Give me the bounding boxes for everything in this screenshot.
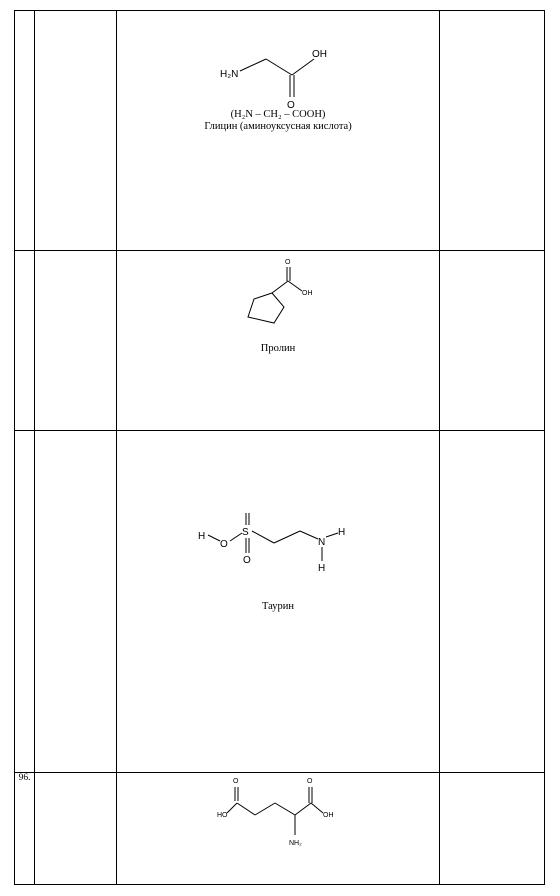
- atom-label: O: [307, 778, 313, 785]
- bond: [311, 803, 323, 813]
- table-row-glycine: [15, 11, 545, 251]
- glycine-structure: [198, 11, 358, 109]
- table-row-taurine: [15, 431, 545, 773]
- atom-label: OH: [302, 290, 313, 297]
- effect-cell-glycine: [440, 11, 545, 251]
- effect-cell-taurine: [440, 431, 545, 773]
- bond: [300, 531, 318, 539]
- taurine-structure: [178, 511, 378, 601]
- atom-label: O: [243, 555, 251, 566]
- effect-cell-glutamic-acid: [440, 773, 545, 885]
- atom-label: NH₂: [289, 840, 302, 847]
- bond: [275, 803, 295, 815]
- bond: [292, 59, 314, 75]
- number-cell: [15, 251, 35, 431]
- bond: [255, 803, 275, 815]
- structure-cell-glutamic-acid: [117, 773, 440, 885]
- effect-cell-proline: [440, 251, 545, 431]
- bond: [288, 281, 302, 291]
- atom-label: H₂N: [220, 69, 239, 80]
- bond: [266, 59, 292, 75]
- number-cell: [15, 11, 35, 251]
- atom-label: H: [338, 527, 346, 538]
- atom-label: OH: [312, 49, 327, 60]
- atom-label: H: [198, 531, 206, 542]
- pyrrolidine-ring: [248, 293, 284, 323]
- atom-label: S: [242, 527, 249, 538]
- bond: [237, 803, 255, 815]
- atom-label: OH: [323, 812, 334, 819]
- atom-label: N: [318, 537, 326, 548]
- bond: [240, 59, 266, 71]
- category-cell: [35, 773, 117, 885]
- atom-label: HO: [217, 812, 228, 819]
- structure-cell-taurine: [117, 431, 440, 773]
- proline-name: Пролин: [260, 343, 296, 354]
- glutamic-acid-structure: [203, 773, 353, 863]
- glycine-formula: (H₂N – CH₂ – COOH): [230, 109, 326, 120]
- bond: [274, 531, 300, 543]
- atom-label: O: [233, 778, 239, 785]
- glycine-name: Глицин (аминоуксусная кислота): [204, 121, 352, 132]
- structure-cell-glycine: [117, 11, 440, 251]
- proline-structure: [218, 251, 338, 343]
- taurine-name: Таурин: [261, 601, 295, 612]
- bond: [230, 533, 242, 541]
- category-cell: [35, 11, 117, 251]
- bond: [326, 533, 338, 537]
- bond: [208, 535, 220, 541]
- atom-label: O: [220, 539, 228, 550]
- bond: [252, 531, 274, 543]
- bond: [295, 803, 311, 815]
- table-row-glutamic-acid: [15, 773, 545, 885]
- amino-acid-table: [14, 10, 545, 885]
- bond: [227, 803, 237, 813]
- row-number: 96.: [15, 773, 35, 885]
- structure-cell-proline: [117, 251, 440, 431]
- atom-label: O: [285, 259, 291, 266]
- atom-label: H: [318, 563, 326, 574]
- atom-label: O: [287, 100, 295, 109]
- table-row-proline: [15, 251, 545, 431]
- category-cell: [35, 431, 117, 773]
- category-cell: [35, 251, 117, 431]
- number-cell: [15, 431, 35, 773]
- bond: [272, 281, 288, 293]
